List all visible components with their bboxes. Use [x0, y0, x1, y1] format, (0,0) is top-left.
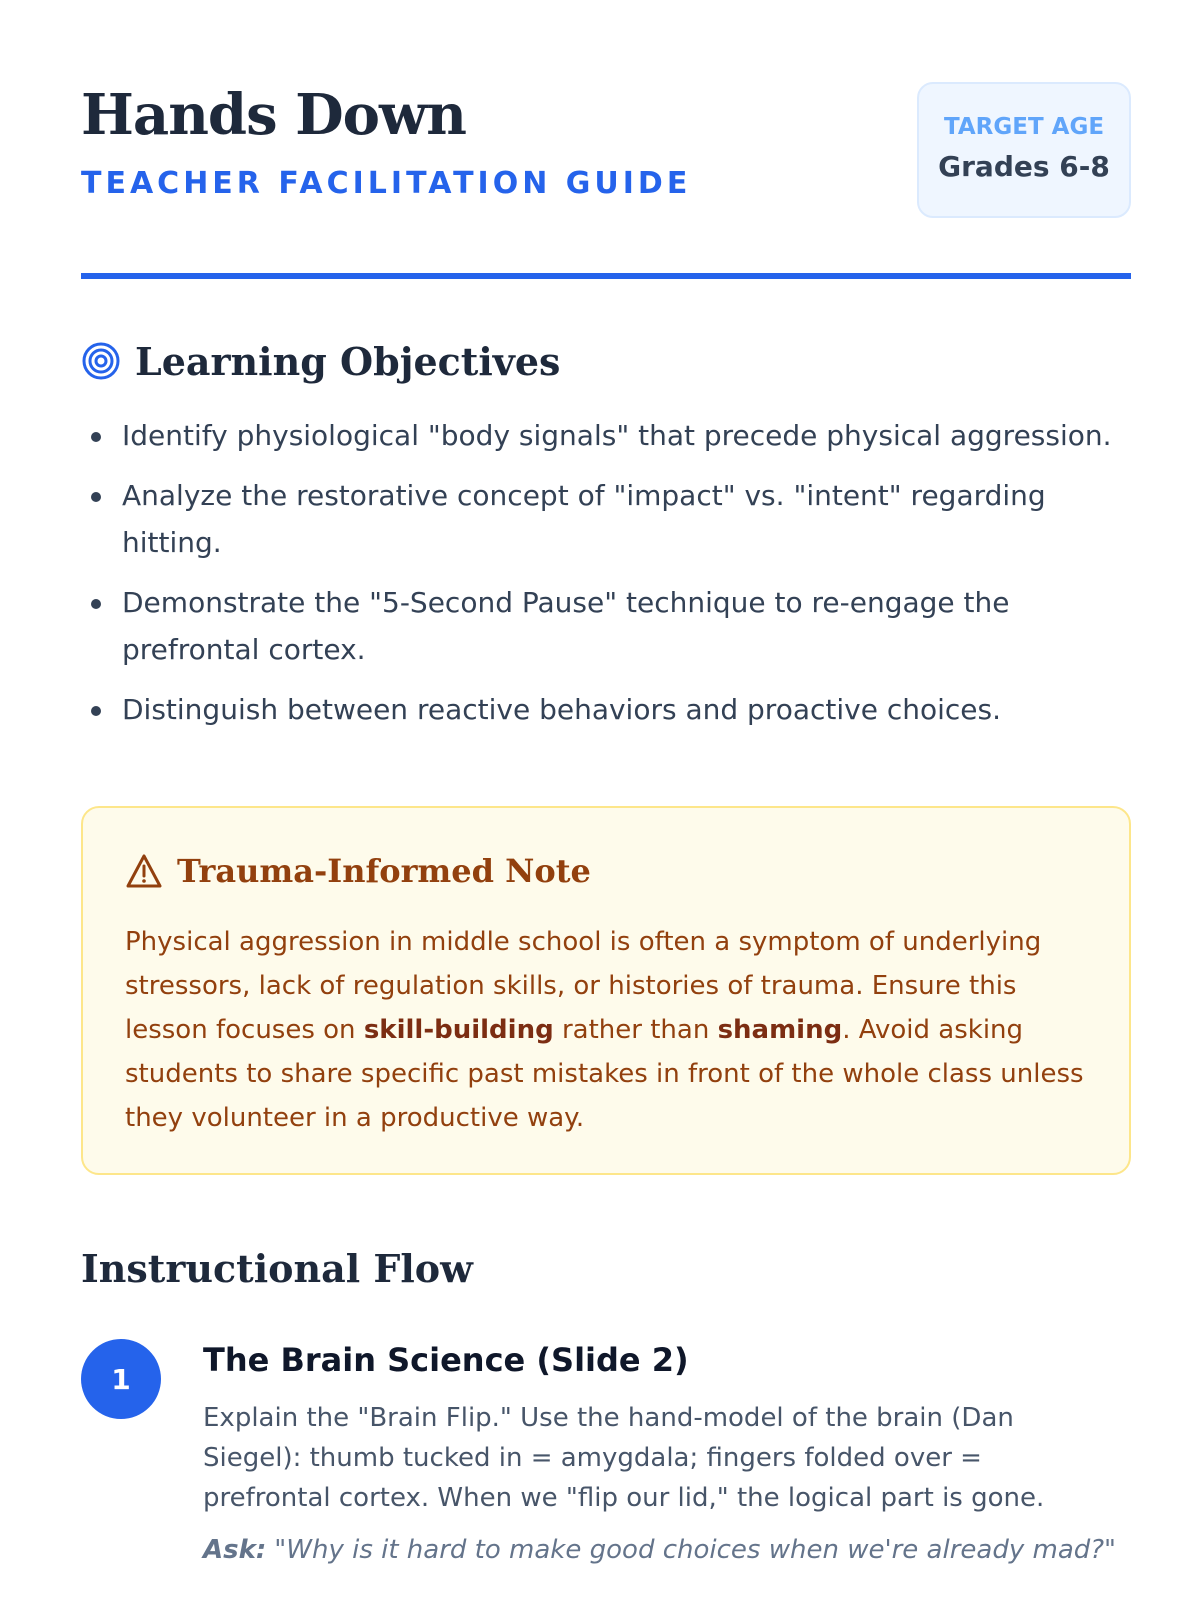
step-ask-prompt: [203, 1532, 1116, 1568]
note-emphasis: skill-building: [363, 1015, 554, 1045]
step-title: The Brain Science (Slide 2): [203, 1341, 689, 1379]
note-emphasis: shaming: [717, 1015, 843, 1045]
step-description: Explain the "Brain Flip." Use the hand-model of the brain (Dan Siegel): thumb tucked in = amygdala; fingers folded over = prefrontal cortex. When we "flip our lid," the logical part is gone.: [203, 1403, 1045, 1513]
target-age-badge: [917, 82, 1131, 218]
note-body: [125, 920, 1100, 1140]
note-title: Trauma-Informed Note: [177, 852, 591, 890]
note-heading: [125, 852, 591, 890]
learning-objectives-title: Learning Objectives: [135, 338, 561, 384]
note-text: Physical aggression in middle school is often a symptom of underlying stressors, lack of regulation skills, or histories of trauma. Ensure this lesson focuses on: [125, 927, 1042, 1045]
ask-label: Ask:: [203, 1535, 267, 1565]
instructional-flow-title: Instructional Flow: [81, 1246, 473, 1291]
page-title: Hands Down: [81, 82, 466, 148]
list-item: Identify physiological "body signals" that precede physical aggression.: [81, 412, 1131, 459]
warning-icon: [125, 853, 163, 889]
list-item: Distinguish between reactive behaviors and proactive choices.: [81, 686, 1131, 733]
guide-header: [81, 80, 1131, 220]
note-text: . Avoid asking students to share specific past mistakes in front of the whole class unless they volunteer in a productive way.: [125, 1015, 1084, 1133]
target-age-label: TARGET AGE: [943, 114, 1105, 140]
list-item: Demonstrate the "5-Second Pause" technique to re-engage the prefrontal cortex.: [81, 579, 1131, 673]
learning-objectives-heading: [81, 336, 560, 386]
ask-question: "Why is it hard to make good choices when we're already mad?": [274, 1535, 1117, 1565]
target-age-value: Grades 6-8: [938, 150, 1110, 183]
trauma-informed-note: [81, 806, 1131, 1175]
target-icon: [81, 341, 121, 381]
objectives-list: [81, 412, 1131, 746]
header-divider: [81, 273, 1131, 279]
step-number-badge: 1: [81, 1339, 161, 1419]
page-subtitle: TEACHER FACILITATION GUIDE: [81, 166, 692, 201]
list-item: Analyze the restorative concept of "impact" vs. "intent" regarding hitting.: [81, 472, 1131, 566]
note-text: rather than: [553, 1015, 718, 1045]
